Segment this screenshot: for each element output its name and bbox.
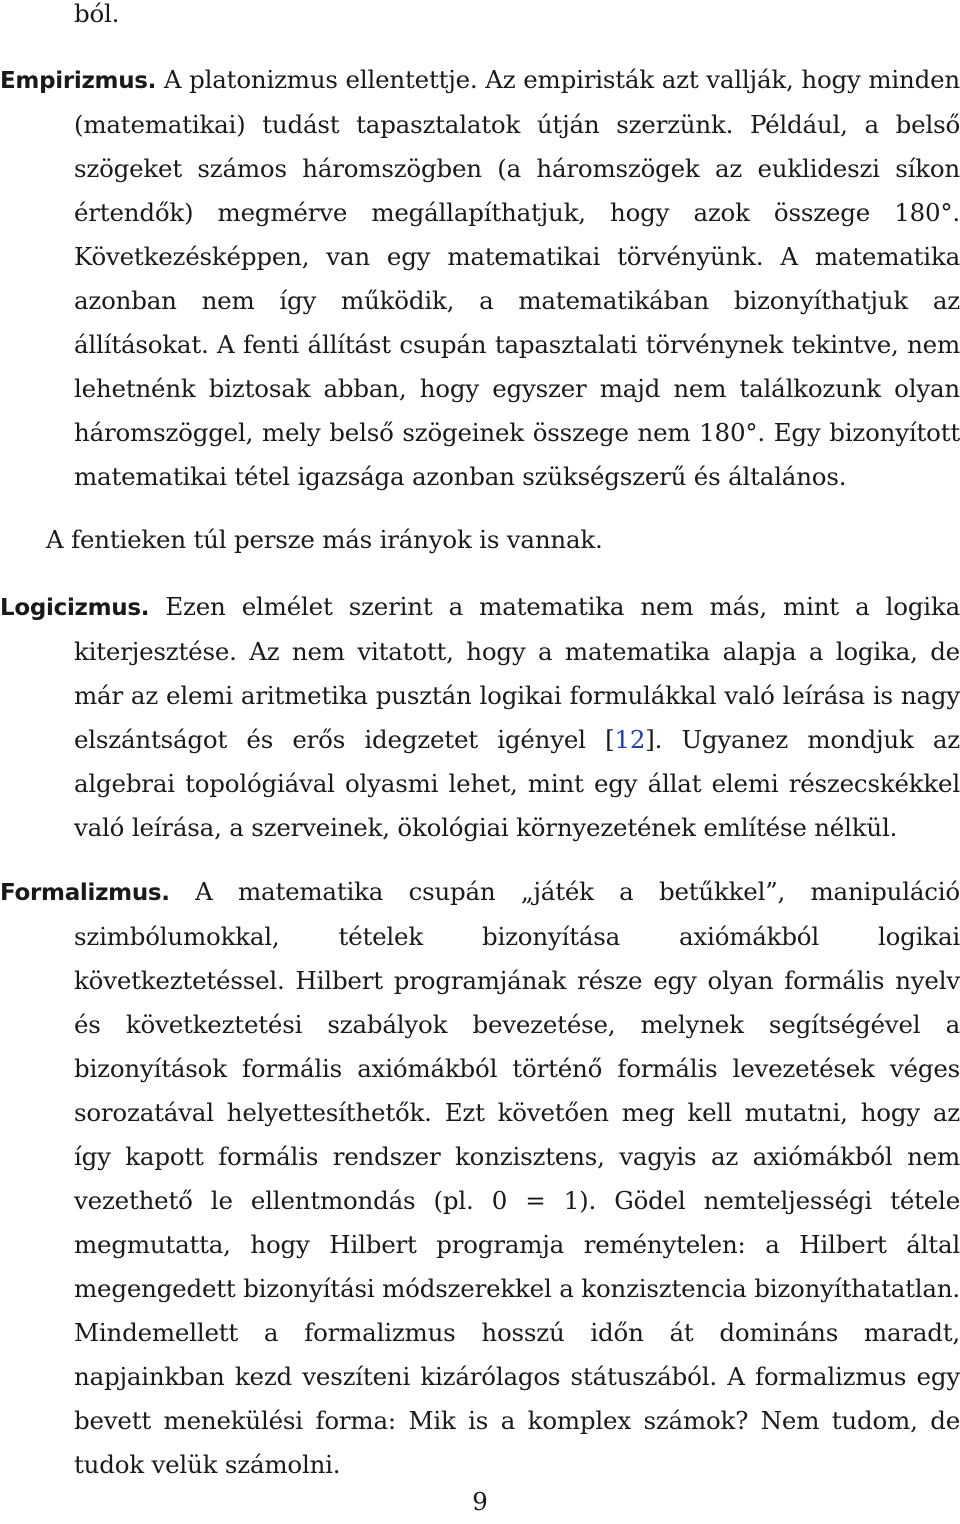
page-number: 9 [472,1487,488,1516]
text-empirizmus: A platonizmus ellentettje. Az empiristák azt vallják, hogy minden (matematikai) tudást tapasztalatok útján szerzünk. Például, a belső szögeket számos háromszögben (a háromszögek az euklideszi síkon értendők) megmérve megállapíthatjuk, hogy azok összege 180°. Következésképpen, van egy matematikai törvényünk. A matematika azonban nem így működik, a matematikában bizonyíthatjuk az állításokat. A fenti állítást csupán tapasztalati törvénynek tekintve, nem lehetnénk biztosak abban, hogy egyszer majd nem találkozunk olyan háromszöggel, mely belső szögeinek összege nem 180°. Egy bizonyított matematikai tétel igazsága azonban szükségszerű és általános. [74,65,960,491]
paragraph-empirizmus [0,58,960,499]
term-empirizmus: Empirizmus. [0,68,157,94]
term-logicizmus: Logicizmus. [0,595,150,621]
paragraph-logicizmus [0,585,960,850]
text-logicizmus-after-citation: ]. Ugyanez mondjuk az algebrai topológiával olyasmi lehet, mint egy állat elemi részecskékkel való leírása, a szerveinek, ökológiai környezetének említése nélkül. [74,725,960,842]
text-logicizmus-before-citation: Ezen elmélet szerint a matematika nem más, mint a logika kiterjesztése. Az nem vitatott, hogy a matematika alapja a logika, de már az elemi aritmetika pusztán logikai formulákkal való leírása is nagy elszántságot és erős idegzetet igényel [ [74,592,960,754]
text-formalizmus: A matematika csupán „játék a betűkkel”, manipuláció szimbólumokkal, tételek bizonyítása axiómákból logikai következtetéssel. Hilbert programjának része egy olyan formális nyelv és következtetési szabályok bevezetése, melynek segítségével a bizonyítások formális axiómákból történő formális levezetések véges sorozatával helyettesíthetők. Ezt követően meg kell mutatni, hogy az így kapott formális rendszer konzisztens, vagyis az axiómákból nem vezethető le ellentmondás (pl. 0 = 1). Gödel nemteljességi tétele megmutatta, hogy Hilbert programja reménytelen: a Hilbert által megengedett bizonyítási módszerekkel a konzisztencia bizonyíthatatlan. Mindemellett a formalizmus hosszú időn át domináns maradt, napjainkban kezd veszíteni kizárólagos státuszából. A formalizmus egy bevett menekülési forma: Mik is a komplex számok? Nem tudom, de tudok velük számolni. [74,877,960,1479]
term-formalizmus: Formalizmus. [0,880,170,906]
text-other-directions: A fentieken túl persze más irányok is vannak. [46,525,603,554]
carryover-text: ból. [74,0,120,28]
paragraph-formalizmus [0,870,960,1487]
paragraph-other-directions [0,518,960,562]
carryover-line [0,0,960,36]
citation-link[interactable]: 12 [614,725,646,754]
